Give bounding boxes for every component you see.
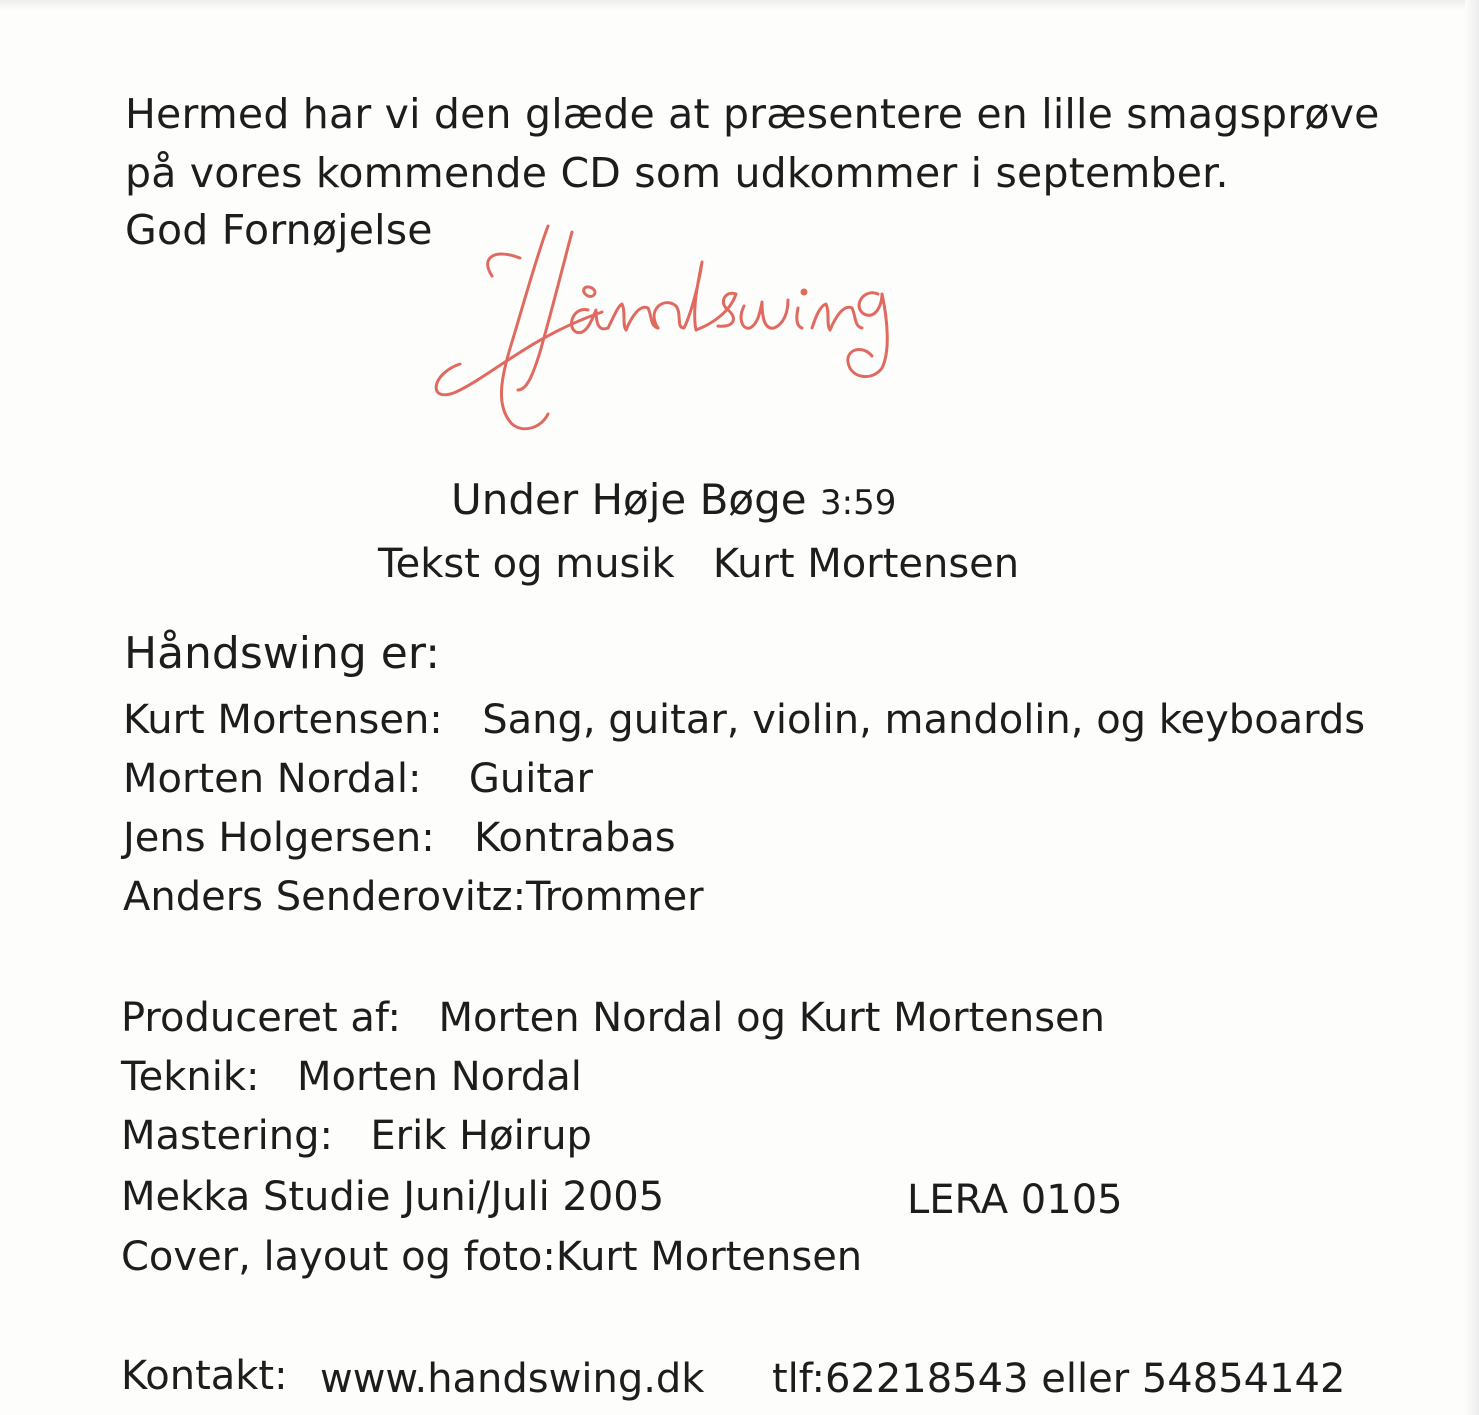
cover-label: Cover, layout og foto:	[121, 1234, 556, 1280]
produced-value: Morten Nordal og Kurt Mortensen	[438, 995, 1106, 1041]
member-name: Jens Holgersen:	[123, 815, 435, 861]
produced-label: Produceret af:	[121, 995, 402, 1041]
member-name: Anders Senderovitz:	[123, 874, 527, 920]
member-role: Kontrabas	[474, 815, 676, 861]
technique-label: Teknik:	[121, 1054, 260, 1100]
track-title: Under Høje Bøge	[451, 475, 807, 524]
member-role: Sang, guitar, violin, mandolin, og keyboards	[482, 697, 1366, 743]
track-credit-line	[378, 541, 1020, 587]
member-row	[123, 756, 593, 802]
track-credit-name: Kurt Mortensen	[712, 541, 1020, 587]
member-row	[123, 815, 676, 861]
technique-row	[121, 1054, 582, 1100]
handswing-signature	[420, 212, 930, 442]
intro-line-1: Hermed har vi den glæde at præsentere en lille smagsprøve	[125, 90, 1380, 138]
member-role: Trommer	[526, 874, 704, 920]
contact-label: Kontakt:	[121, 1353, 288, 1399]
phone-row	[772, 1356, 1346, 1402]
track-title-line	[451, 475, 897, 524]
phone-value: 62218543 eller 54854142	[824, 1356, 1346, 1402]
member-row	[123, 874, 704, 920]
catalog-number: LERA 0105	[907, 1177, 1123, 1223]
member-name: Morten Nordal:	[123, 756, 422, 802]
cover-value: Kurt Mortensen	[555, 1234, 863, 1280]
member-name: Kurt Mortensen:	[123, 697, 443, 743]
scan-edge-right	[1465, 0, 1479, 1415]
mastering-label: Mastering:	[121, 1113, 333, 1159]
cover-row	[121, 1234, 863, 1280]
track-duration: 3:59	[820, 483, 897, 523]
mastering-value: Erik Høirup	[370, 1113, 592, 1159]
studio-text: Mekka Studie Juni/Juli 2005	[121, 1174, 665, 1220]
member-row	[123, 697, 1366, 743]
website-link[interactable]: www.handswing.dk	[320, 1356, 705, 1402]
phone-label: tlf:	[772, 1356, 825, 1402]
intro-line-2: på vores kommende CD som udkommer i september.	[125, 149, 1229, 197]
band-heading: Håndswing er:	[124, 628, 441, 679]
produced-row	[121, 995, 1106, 1041]
track-credit-label: Tekst og musik	[378, 541, 675, 587]
technique-value: Morten Nordal	[296, 1054, 582, 1100]
intro-line-3: God Fornøjelse	[125, 206, 433, 254]
mastering-row	[121, 1113, 592, 1159]
member-role: Guitar	[468, 756, 593, 802]
scan-edge-top	[0, 0, 1479, 10]
